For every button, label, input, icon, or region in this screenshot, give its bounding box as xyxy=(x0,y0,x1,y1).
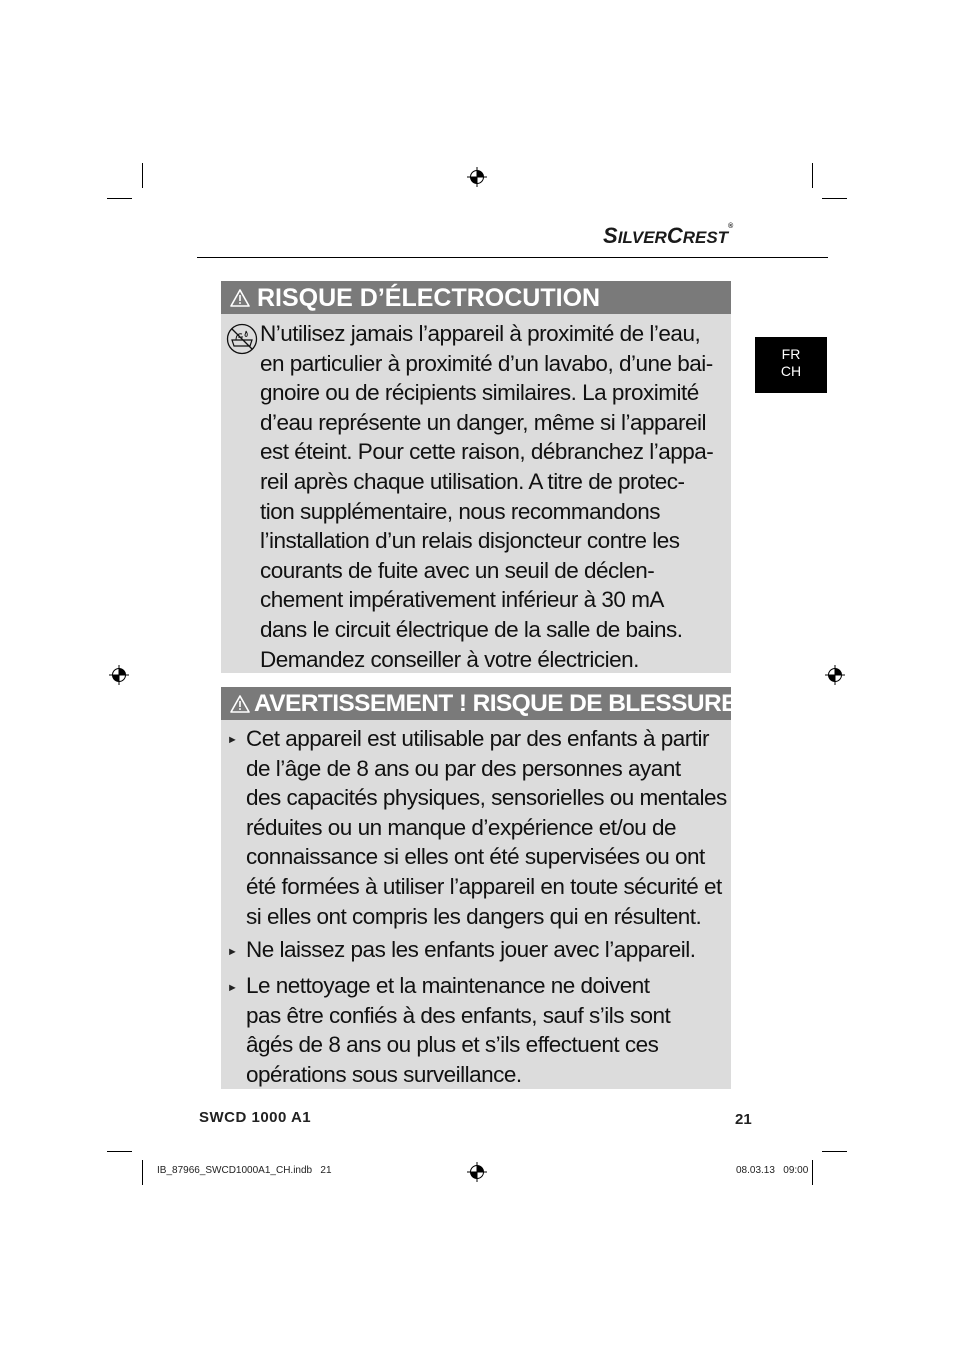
text-line: Le nettoyage et la maintenance ne doivent xyxy=(246,973,650,998)
header-rule xyxy=(197,257,828,258)
section-heading xyxy=(221,687,751,720)
text-line: si elles ont compris les dangers qui en résultent. xyxy=(246,903,702,929)
brand-logo: SILVERCREST® xyxy=(603,223,734,248)
bullet-arrow-icon: ► xyxy=(227,734,238,746)
crop-mark xyxy=(107,198,132,199)
electrocution-paragraph xyxy=(260,319,713,674)
text-line: opérations sous surveillance. xyxy=(246,1061,522,1087)
text-line: en particulier à proximité d’un lavabo, d’une bai- xyxy=(260,350,713,376)
text-line: été formées à utiliser l’appareil en toute sécurité et xyxy=(246,873,722,899)
bullet-item xyxy=(246,724,727,931)
language-code: FR xyxy=(781,346,801,362)
text-line: l’installation d’un relais disjoncteur contre les xyxy=(260,528,680,554)
text-line: tion supplémentaire, nous recommandons xyxy=(260,498,660,524)
text-line: connaissance si elles ont été supervisées ou ont xyxy=(246,844,705,870)
text-line: reil après chaque utilisation. A titre de protec- xyxy=(260,468,685,494)
text-line: Ne laissez pas les enfants jouer avec l’appareil. xyxy=(246,937,696,962)
text-line: Demandez conseiller à votre électricien. xyxy=(260,646,639,672)
text-line: courants de fuite avec un seuil de déclen- xyxy=(260,557,655,583)
section-heading xyxy=(221,281,731,314)
model-number: SWCD 1000 A1 xyxy=(199,1109,312,1126)
no-water-bathtub-icon xyxy=(226,323,258,355)
crop-mark xyxy=(142,1160,143,1185)
crop-mark xyxy=(142,163,143,188)
section-heading-text: RISQUE D’ÉLECTROCUTION xyxy=(257,284,601,312)
bullet-item xyxy=(246,935,696,965)
bullet-arrow-icon: ► xyxy=(227,946,238,958)
text-line: de l’âge de 8 ans ou par des personnes ayant xyxy=(246,755,681,781)
text-line: chement impérativement inférieur à 30 mA xyxy=(260,587,664,613)
text-line: dans le circuit électrique de la salle de bains. xyxy=(260,616,683,642)
text-line: âgés de 8 ans ou plus et s’ils effectuent ces xyxy=(246,1032,659,1058)
section-heading-text: AVERTISSEMENT ! RISQUE DE BLESSURE ! xyxy=(254,690,751,717)
text-line: pas être confiés à des enfants, sauf s’ils sont xyxy=(246,1002,671,1028)
text-line: gnoire ou de récipients similaires. La proximité xyxy=(260,380,699,406)
crop-mark xyxy=(812,163,813,188)
bullet-arrow-icon: ► xyxy=(227,982,238,994)
injury-warning-box xyxy=(221,687,751,1089)
print-slug-file: IB_87966_SWCD1000A1_CH.indb 21 xyxy=(157,1165,332,1176)
registration-mark-icon xyxy=(467,167,487,187)
text-line: est éteint. Pour cette raison, débranchez l’appa- xyxy=(260,439,714,465)
crop-mark xyxy=(822,1151,847,1152)
registration-mark-icon xyxy=(825,665,845,685)
text-line: des capacités physiques, sensorielles ou mentales xyxy=(246,785,727,811)
crop-mark xyxy=(107,1151,132,1152)
language-tab xyxy=(755,337,827,393)
print-slug-date: 08.03.13 09:00 xyxy=(736,1165,809,1176)
country-code: CH xyxy=(780,363,802,379)
warning-triangle-icon xyxy=(230,288,250,308)
electrocution-warning-box xyxy=(221,281,731,673)
text-line: Cet appareil est utilisable par des enfants à partir xyxy=(246,726,710,751)
text-line: N’utilisez jamais l’appareil à proximité de l’eau, xyxy=(260,321,701,346)
bullet-item xyxy=(246,971,670,1089)
page-number: 21 xyxy=(735,1111,752,1128)
crop-mark xyxy=(812,1160,813,1185)
text-line: réduites ou un manque d’expérience et/ou de xyxy=(246,814,677,840)
registration-mark-icon xyxy=(109,665,129,685)
registration-mark-icon xyxy=(467,1162,487,1182)
warning-triangle-icon xyxy=(230,694,250,714)
crop-mark xyxy=(822,198,847,199)
text-line: d’eau représente un danger, même si l’appareil xyxy=(260,409,707,435)
